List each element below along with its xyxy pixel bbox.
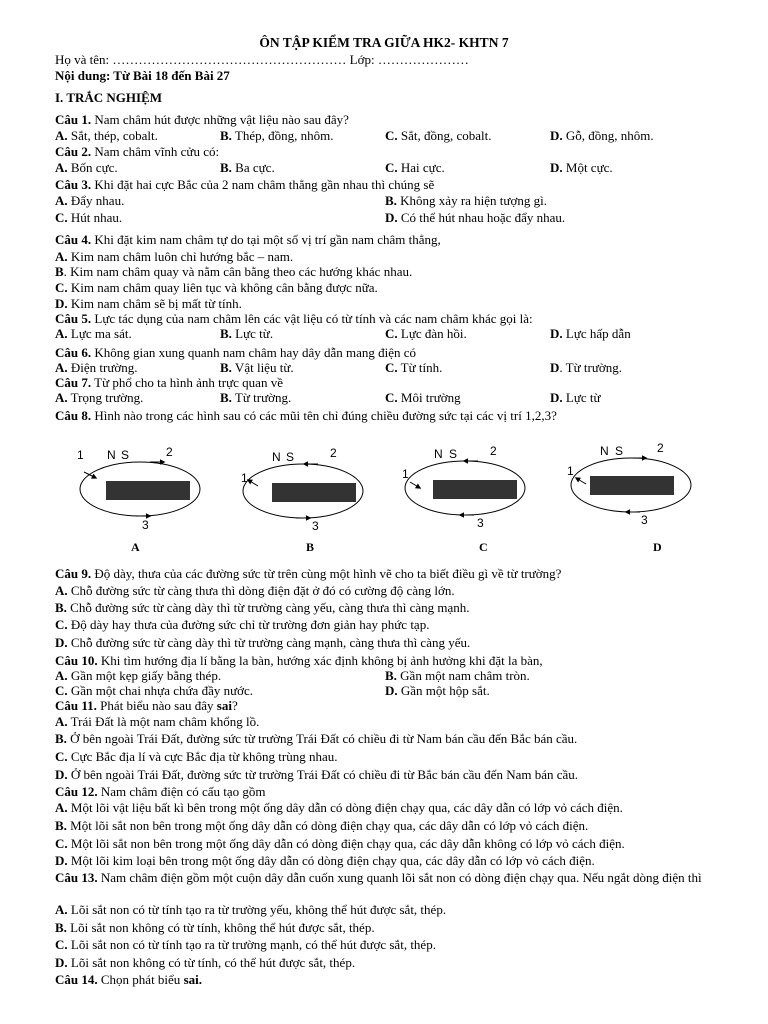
arrow-1	[576, 478, 586, 484]
option-b: B. Lực từ.	[220, 326, 274, 341]
south-label: S	[121, 448, 130, 462]
option-d: D. Lực hấp dẫn	[550, 326, 631, 341]
point-1-label: 1	[241, 471, 248, 485]
content-line: Nội dung: Từ Bài 18 đến Bài 27	[55, 68, 230, 83]
point-3-label: 3	[142, 518, 149, 532]
question-7: Câu 7. Từ phổ cho ta hình ảnh trực quan về	[55, 375, 283, 390]
question-12: Câu 12. Nam châm điện có cấu tạo gồm	[55, 784, 266, 799]
option-a: A. Lực ma sát.	[55, 326, 132, 341]
panel-label: C	[479, 540, 488, 554]
option-a: A. Trái Đất là một nam châm khổng lồ.	[55, 714, 260, 729]
arrow-1	[410, 482, 420, 488]
option-d: D. Có thể hút nhau hoặc đẩy nhau.	[385, 210, 566, 225]
option-a: A. Sắt, thép, cobalt.	[55, 128, 158, 143]
option-d: D. Một lõi kim loại bên trong một ống dây dẫn có dòng điện chạy qua, các dây dẫn có lớp vỏ cách điện.	[55, 853, 595, 868]
point-2-label: 2	[657, 441, 664, 455]
option-a: A. Gần một kẹp giấy bằng thép.	[55, 668, 222, 683]
point-3-label: 3	[477, 516, 484, 530]
option-c: C. Sắt, đồng, cobalt.	[385, 128, 492, 143]
option-b: B. Gần một nam châm tròn.	[385, 668, 530, 683]
option-c: C. Từ tính.	[385, 360, 443, 375]
option-d: D. Gỗ, đồng, nhôm.	[550, 128, 654, 143]
student-name-line: Họ và tên: ……………………………………………… Lớp: …………………	[55, 52, 469, 67]
option-c: C. Một lõi sắt non bên trong một ống dây dẫn có dòng điện chạy qua, các dây dẫn không có lớp vỏ cách điện.	[55, 836, 625, 851]
question-1: Câu 1. Nam châm hút được những vật liệu nào sau đây?	[55, 112, 349, 127]
option-c: C. Kim nam châm quay liên tục và không cân bằng được nữa.	[55, 280, 378, 295]
option-a: A. Một lõi vật liệu bất kì bên trong một ống dây dẫn có dòng điện chạy qua, các dây dẫn có lớp vỏ cách điện.	[55, 800, 623, 815]
point-1-label: 1	[77, 448, 84, 462]
option-c: C. Hai cực.	[385, 160, 445, 175]
option-b: B. Không xảy ra hiện tượng gì.	[385, 193, 547, 208]
point-1-label: 1	[567, 464, 574, 478]
question-4: Câu 4. Khi đặt kim nam châm tự do tại một số vị trí gần nam châm thẳng,	[55, 232, 441, 247]
section-heading: I. TRẮC NGHIỆM	[55, 90, 163, 105]
option-a: A. Đẩy nhau.	[55, 193, 125, 208]
question-2: Câu 2. Nam châm vĩnh cửu có:	[55, 144, 220, 159]
question-10: Câu 10. Khi tìm hướng địa lí bằng la bàn, hướng xác định không bị ảnh hưởng khi đặt la bàn,	[55, 653, 543, 668]
option-a: A. Kim nam châm luôn chỉ hướng bắc – nam.	[55, 249, 294, 264]
arrow-1	[248, 480, 258, 486]
option-b: B. Ở bên ngoài Trái Đất, đường sức từ trường Trái Đất có chiều đi từ Nam bán cầu đến Bắc bán cầu.	[55, 731, 578, 746]
option-b: B. Ba cực.	[220, 160, 275, 175]
option-a: A. Lõi sắt non có từ tính tạo ra từ trường yếu, không thể hút được sắt, thép.	[55, 902, 447, 917]
point-2-label: 2	[166, 445, 173, 459]
option-b: B. Từ trường.	[220, 390, 292, 405]
south-label: S	[615, 444, 624, 458]
option-d: D. Chỗ đường sức từ càng dày thì từ trường càng mạnh, càng thưa thì càng yếu.	[55, 635, 471, 650]
option-c: C. Hút nhau.	[55, 210, 123, 225]
point-2-label: 2	[330, 446, 337, 460]
option-d: D. Gần một hộp sắt.	[385, 683, 490, 698]
question-14: Câu 14. Chọn phát biểu sai.	[55, 972, 202, 987]
option-c: C. Gần một chai nhựa chứa đầy nước.	[55, 683, 254, 698]
point-1-label: 1	[402, 467, 409, 481]
option-b: B. Lõi sắt non không có từ tính, không thể hút được sắt, thép.	[55, 920, 375, 935]
option-b: B. Chỗ đường sức từ càng dày thì từ trường càng yếu, càng thưa thì càng mạnh.	[55, 600, 470, 615]
option-b: B. Kim nam châm quay và nằm cân bằng theo các hướng khác nhau.	[55, 264, 413, 279]
option-b: B. Vật liệu từ.	[220, 360, 294, 375]
option-a: A. Bốn cực.	[55, 160, 118, 175]
option-a: A. Chỗ đường sức từ càng thưa thì dòng điện đặt ở đó có cường độ càng lớn.	[55, 583, 455, 598]
question-11: Câu 11. Phát biểu nào sau đây sai?	[55, 698, 238, 713]
option-d: D. Lực từ	[550, 390, 601, 405]
panel-label: D	[653, 540, 662, 554]
question-3: Câu 3. Khi đặt hai cực Bắc của 2 nam châm thẳng gần nhau thì chúng sẽ	[55, 177, 435, 192]
question-5: Câu 5. Lực tác dụng của nam châm lên các vật liệu có từ tính và các nam châm khác gọi là:	[55, 311, 533, 326]
north-label: N	[434, 447, 443, 461]
question-10-options-row1	[55, 668, 735, 683]
point-2-label: 2	[490, 444, 497, 458]
option-c: C. Lực đàn hồi.	[385, 326, 467, 341]
question-6: Câu 6. Không gian xung quanh nam châm hay dây dẫn mang điện có	[55, 345, 417, 360]
point-3-label: 3	[641, 513, 648, 527]
panel-c	[402, 444, 525, 554]
option-d: D. Kim nam châm sẽ bị mất từ tính.	[55, 296, 242, 311]
question-9: Câu 9. Độ dày, thưa của các đường sức từ trên cùng một hình vẽ cho ta biết điều gì về từ trường?	[55, 566, 562, 581]
option-d: D. Một cực.	[550, 160, 613, 175]
option-c: C. Lõi sắt non có từ tính tạo ra từ trường mạnh, có thể hút được sắt, thép.	[55, 937, 436, 952]
question-13: Câu 13. Nam châm điện gồm một cuộn dây dẫn cuốn xung quanh lõi sắt non có dòng điện chạy qua. Nếu ngắt dòng điện thì	[55, 870, 702, 885]
north-label: N	[272, 450, 281, 464]
question-10-options-row2	[55, 683, 735, 698]
panel-a	[77, 445, 200, 554]
south-label: S	[449, 447, 458, 461]
south-label: S	[286, 450, 295, 464]
option-b: B. Một lõi sắt non bên trong một ống dây dẫn có dòng điện chạy qua, các dây dẫn có lớp vỏ cách điện.	[55, 818, 589, 833]
option-d: D. Từ trường.	[550, 360, 623, 375]
option-a: A. Điện trường.	[55, 360, 138, 375]
north-label: N	[107, 448, 116, 462]
question-8: Câu 8. Hình nào trong các hình sau có các mũi tên chỉ đúng chiều đường sức tại các vị trí 1,2,3?	[55, 408, 557, 423]
page-title: ÔN TẬP KIỂM TRA GIỮA HK2- KHTN 7	[259, 35, 509, 50]
point-3-label: 3	[312, 519, 319, 533]
panel-d	[567, 441, 691, 554]
panel-label: A	[131, 540, 140, 554]
panel-label: B	[306, 540, 315, 554]
option-c: C. Độ dày hay thưa của đường sức chỉ từ trường đơn giản hay phức tạp.	[55, 617, 430, 632]
option-c: C. Môi trường	[385, 390, 461, 405]
option-c: C. Cực Bắc địa lí và cực Bắc địa từ không trùng nhau.	[55, 749, 338, 764]
option-b: B. Thép, đồng, nhôm.	[220, 128, 334, 143]
panel-b	[241, 446, 363, 554]
option-a: A. Trọng trường.	[55, 390, 144, 405]
north-label: N	[600, 444, 609, 458]
option-d: D. Ở bên ngoài Trái Đất, đường sức từ trường Trái Đất có chiều đi từ Bắc bán cầu đến Nam bán cầu.	[55, 767, 579, 782]
option-d: D. Lõi sắt non không có từ tính, có thể hút được sắt, thép.	[55, 955, 356, 970]
